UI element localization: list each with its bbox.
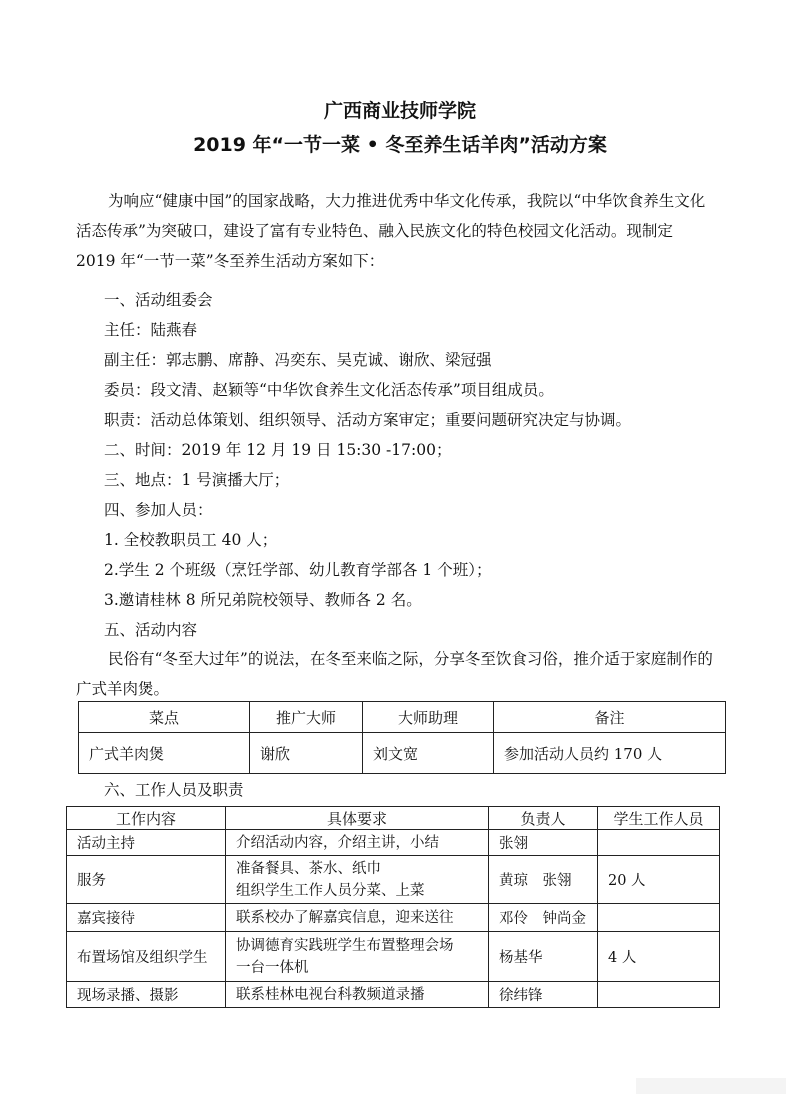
table-cell: 黄琼 张翎 xyxy=(489,856,598,904)
table-cell: 刘文宽 xyxy=(363,733,494,774)
table-header-row xyxy=(79,702,726,733)
table-cell: 徐纬锋 xyxy=(489,982,598,1008)
requirement-line: 一台一体机 xyxy=(236,959,309,976)
table-header-cell: 学生工作人员 xyxy=(598,807,720,830)
table-cell: 杨基华 xyxy=(489,932,598,982)
requirement-line: 介绍活动内容，介绍主讲，小结 xyxy=(236,834,439,851)
table-cell: 4 人 xyxy=(598,932,720,982)
table-cell xyxy=(226,982,489,1008)
intro-paragraph: 为响应“健康中国”的国家战略，大力推进优秀中华文化传承，我院以“中华饮食养生文化活态传承”为突破口，建设了富有专业特色、融入民族文化的特色校园文化活动。现制定 2019 年“一节一菜”冬至养生活动方案如下： xyxy=(76,192,706,270)
requirement-line: 联系桂林电视台科教频道录播 xyxy=(236,986,425,1003)
requirement-line: 联系校办了解嘉宾信息，迎来送往 xyxy=(236,909,454,926)
table-cell: 广式羊肉煲 xyxy=(79,733,250,774)
table-header-cell: 工作内容 xyxy=(67,807,226,830)
section-committee-heading: 一、活动组委会 xyxy=(104,291,213,309)
section-location: 三、地点：1 号演播大厅； xyxy=(104,471,290,489)
table-cell: 20 人 xyxy=(598,856,720,904)
table-cell: 服务 xyxy=(67,856,226,904)
participant-item-2: 2.学生 2 个班级（烹饪学部、幼儿教育学部各 1 个班）； xyxy=(104,561,492,579)
table-row xyxy=(67,856,720,904)
table-row xyxy=(67,830,720,856)
table-row xyxy=(67,932,720,982)
table-cell: 嘉宾接待 xyxy=(67,904,226,932)
section-time: 二、时间：2019 年 12 月 19 日 15:30 -17:00； xyxy=(104,441,452,459)
section-participants-heading: 四、参加人员： xyxy=(104,501,213,519)
table-cell xyxy=(226,932,489,982)
table-cell xyxy=(598,830,720,856)
participant-item-3: 3.邀请桂林 8 所兄弟院校领导、教师各 2 名。 xyxy=(104,591,422,609)
table-row xyxy=(67,904,720,932)
requirement-line: 准备餐具、茶水、纸巾 xyxy=(236,860,381,877)
table-header-cell: 负责人 xyxy=(489,807,598,830)
table-header-cell: 备注 xyxy=(494,702,726,733)
document-subtitle: 2019 年“一节一菜 • 冬至养生话羊肉”活动方案 xyxy=(193,134,607,156)
section-staff-heading: 六、工作人员及职责 xyxy=(104,781,244,799)
table-cell xyxy=(598,904,720,932)
staff-table xyxy=(66,806,720,1008)
table-header-cell: 推广大师 xyxy=(250,702,363,733)
requirement-line: 协调德育实践班学生布置整理会场 xyxy=(236,937,454,954)
table-cell: 谢欣 xyxy=(250,733,363,774)
table-cell: 邓伶 钟尚金 xyxy=(489,904,598,932)
dish-table xyxy=(78,701,726,774)
document-title: 广西商业技师学院 xyxy=(323,100,476,122)
duties-line: 职责：活动总体策划、组织领导、活动方案审定；重要问题研究决定与协调。 xyxy=(104,411,632,429)
table-cell: 张翎 xyxy=(489,830,598,856)
table-cell: 参加活动人员约 170 人 xyxy=(494,733,726,774)
table-header-row xyxy=(67,807,720,830)
requirement-line: 组织学生工作人员分菜、上菜 xyxy=(236,882,425,899)
participant-item-1: 1. 全校教职员工 40 人； xyxy=(104,531,278,549)
table-header-cell: 大师助理 xyxy=(363,702,494,733)
table-cell xyxy=(226,856,489,904)
deputy-line: 副主任：郭志鹏、席静、冯奕东、吴克诚、谢欣、梁冠强 xyxy=(104,351,492,369)
section-content-heading: 五、活动内容 xyxy=(104,621,198,639)
table-cell xyxy=(226,830,489,856)
scan-watermark xyxy=(636,1078,786,1094)
table-cell: 现场录播、摄影 xyxy=(67,982,226,1008)
table-cell: 活动主持 xyxy=(67,830,226,856)
table-row xyxy=(67,982,720,1008)
table-header-cell: 具体要求 xyxy=(226,807,489,830)
table-header-cell: 菜点 xyxy=(79,702,250,733)
director-line: 主任：陆燕春 xyxy=(104,321,198,339)
table-cell xyxy=(598,982,720,1008)
members-line: 委员：段文清、赵颖等“中华饮食养生文化活态传承”项目组成员。 xyxy=(104,381,554,399)
table-cell: 布置场馆及组织学生 xyxy=(67,932,226,982)
table-row xyxy=(79,733,726,774)
content-paragraph: 民俗有“冬至大过年”的说法，在冬至来临之际，分享冬至饮食习俗，推介适于家庭制作的广式羊肉煲。 xyxy=(76,650,713,698)
table-cell xyxy=(226,904,489,932)
